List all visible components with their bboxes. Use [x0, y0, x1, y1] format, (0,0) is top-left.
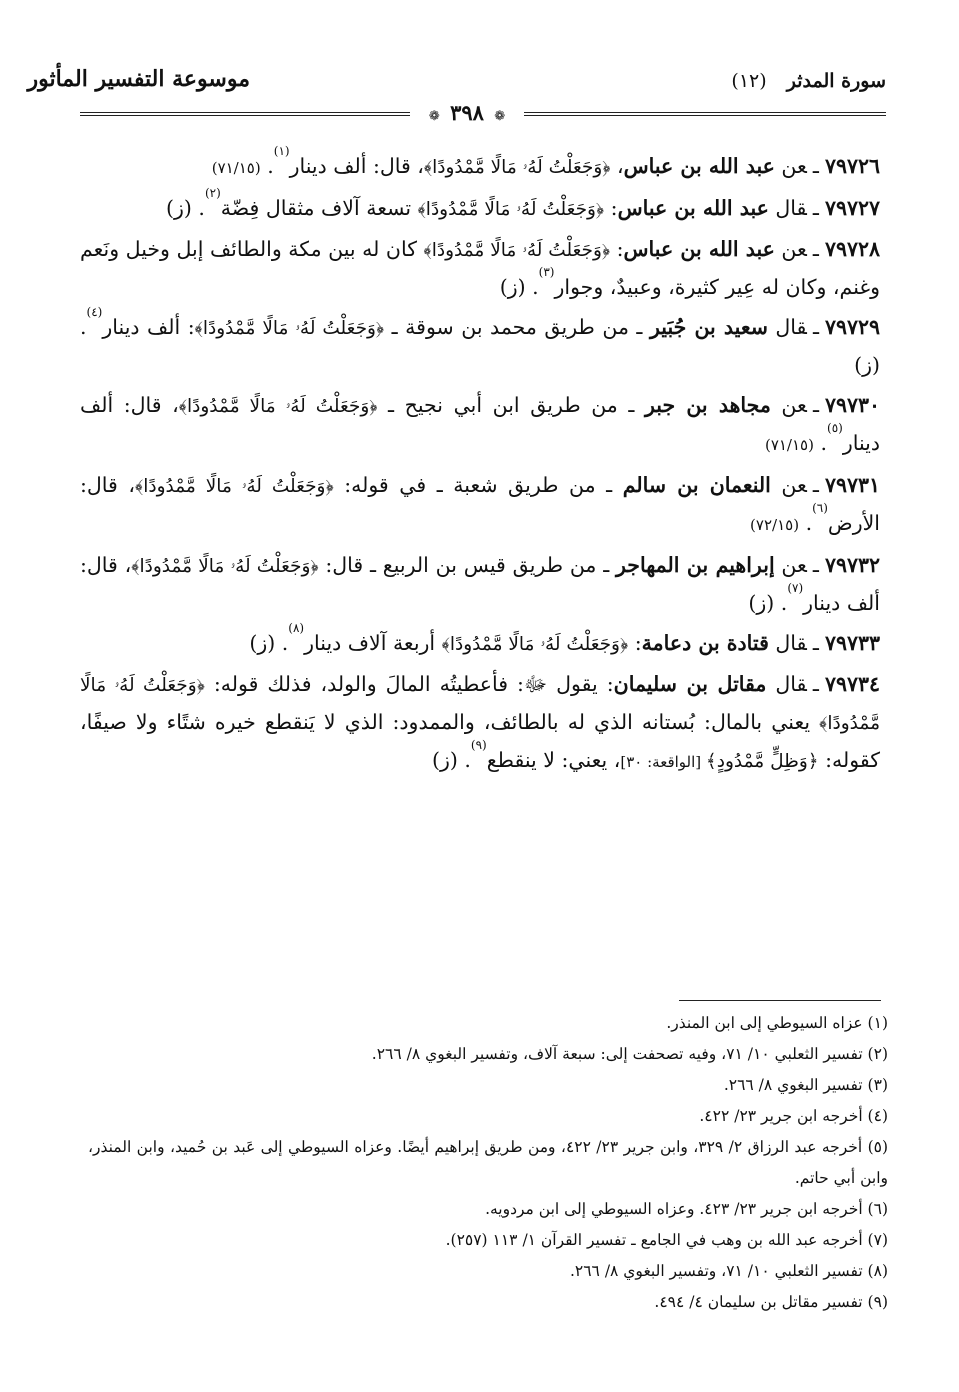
footnote-marker: (٦): [812, 501, 828, 515]
entry-text: .: [799, 511, 813, 535]
entry-text: عن: [774, 553, 807, 577]
entry-number: ٧٩٧٣١: [824, 473, 880, 497]
entry-number: ٧٩٧٣٢: [824, 553, 880, 577]
footnote-marker: (٧): [787, 581, 804, 595]
entry-text: تسعة آلاف مثقال فِضّة: [220, 196, 418, 220]
entry-number: ٧٩٧٢٦: [824, 154, 880, 178]
surah-info: [731, 70, 886, 92]
narration-entry: [80, 305, 881, 384]
narration-entry: [80, 621, 880, 663]
footnote-item: (٣) تفسير البغوي ٨/ ٢٦٦.: [723, 1076, 888, 1094]
entry-text: قال: [768, 196, 807, 220]
narration-entry: [80, 467, 880, 544]
footnote-item: (٨) تفسير الثعلبي ١٠/ ٧١، وتفسير البغوي ٨/ ٢٦٦.: [569, 1262, 888, 1280]
narrator-name: مقاتل بن سليمان: [613, 672, 767, 696]
entry-dash: ـ: [812, 473, 819, 497]
narrator-name: عبد الله بن عباس: [623, 237, 775, 261]
narrations-body: [80, 144, 881, 784]
page-number: [414, 100, 520, 125]
footnote-item: (٢) تفسير الثعلبي ١٠/ ٧١، وفيه تصحفت إلى: سبعة آلاف، وتفسير البغوي ٨/ ٢٦٦.: [371, 1045, 888, 1063]
entry-dash: ـ: [812, 553, 819, 577]
entry-text: كان له بين مكة والطائف إبل وخيل ونَعم وغنم، وكان له عِير كثيرة، وعبيدٌ، وجوار: [80, 237, 880, 299]
entry-text: . (ز): [80, 315, 880, 377]
entry-text: . (ز): [166, 196, 205, 220]
reference: (٧٢/١٥): [750, 516, 800, 534]
reference: (٧١/١٥): [211, 159, 261, 177]
footnote-item: (٥) أخرجه عبد الرزاق ٢/ ٣٢٩، وابن جرير ٢٣/ ٤٢٢، ومن طريق إبراهيم أيضًا. وعزاه السيوطي إلى عَبد بن حُميد، وابن المنذر، وابن أبي حاتم.: [88, 1138, 889, 1187]
entry-text: ـ من طريق ابن أبي نجيح ـ: [377, 393, 645, 417]
footnote-marker: (٤): [86, 305, 103, 319]
footnote-item: (٦) أخرجه ابن جرير ٢٣/ ٤٢٣. وعزاه السيوطي إلى ابن مردويه.: [485, 1200, 888, 1218]
quran-verse: ﴿وَجَعَلْتُ لَهُۥ مَالًا مَّمْدُودًا﴾: [417, 199, 605, 220]
narration-entry: [80, 231, 880, 306]
entry-text: .: [260, 154, 274, 178]
entry-dash: ـ: [812, 672, 819, 696]
entry-text: قال: [768, 631, 807, 655]
entry-text: ، قال: ألف دينار: [80, 393, 880, 455]
reference: (٧١/١٥): [764, 436, 814, 454]
entry-text: أربعة آلاف دينار: [304, 631, 442, 655]
page-header: [27, 66, 886, 136]
reference: [الواقعة: ٣٠]: [620, 753, 706, 771]
entry-text: : ألف دينار: [102, 315, 195, 339]
entry-dash: ـ: [812, 237, 819, 261]
entry-dash: ـ: [812, 631, 819, 655]
surah-number: (١٢): [731, 70, 767, 92]
entry-number: ٧٩٧٣٠: [824, 393, 881, 417]
footnote-item: (١) عزاه السيوطي إلى ابن المنذر.: [666, 1014, 888, 1032]
footnote-item: (٧) أخرجه عبد الله بن وهب في الجامع ـ تفسير القرآن ١/ ١١٣ (٢٥٧).: [445, 1231, 888, 1249]
narrator-name: سعيد بن جُبَير: [649, 315, 768, 339]
entry-text: ـ من طريق قيس بن الربيع ـ قال:: [318, 553, 616, 577]
footnote-marker: (١): [273, 144, 290, 158]
quran-verse: ﴿وَجَعَلْتُ لَهُۥ مَالًا مَّمْدُودًا﴾: [441, 634, 629, 655]
entry-text: عن: [770, 473, 807, 497]
header-rule: [70, 100, 886, 124]
entry-text: ، قال: الأرض: [80, 473, 880, 535]
quran-verse: ﴿وَجَعَلْتُ لَهُۥ مَالًا مَّمْدُودًا﴾: [423, 157, 611, 178]
footnote-item: (٤) أخرجه ابن جرير ٢٣/ ٤٢٢.: [699, 1107, 888, 1125]
narrator-name: مجاهد بن جبر: [644, 393, 771, 417]
entry-text: قال: [766, 672, 807, 696]
entry-number: ٧٩٧٢٩: [824, 315, 881, 339]
narrator-name: عبد الله بن عباس: [623, 154, 775, 178]
entry-text: ـ من طريق محمد بن سوقة ـ: [384, 315, 650, 339]
narration-entry: [80, 547, 880, 622]
entry-dash: ـ: [812, 315, 819, 339]
footnotes: [88, 1008, 888, 1318]
entry-dash: ـ: [812, 196, 819, 220]
entry-number: ٧٩٧٣٣: [824, 631, 880, 655]
book-title: موسوعة التفسير المأثور: [27, 66, 250, 92]
footnote-marker: (٩): [470, 738, 487, 752]
quran-verse: ﴿وَجَعَلْتُ لَهُۥ مَالًا مَّمْدُودًا﴾: [178, 396, 378, 417]
footnote-marker: (٥): [827, 421, 843, 435]
header-rule-left: [80, 112, 410, 113]
footnote-separator: [679, 1000, 881, 1001]
header-rule-right: [524, 112, 886, 113]
narrator-name: النعمان بن سالم: [622, 473, 771, 497]
entry-text: . (ز): [748, 591, 788, 615]
entry-text: ، يعني: لا ينقطع: [486, 748, 621, 772]
entry-text: . (ز): [431, 748, 471, 772]
footnote-item: (٩) تفسير مقاتل بن سليمان ٤/ ٤٩٤.: [654, 1293, 888, 1311]
narrator-name: إبراهيم بن المهاجر: [616, 553, 775, 577]
quran-verse: ﴿وَجَعَلْتُ لَهُۥ مَالًا مَّمْدُودًا﴾: [80, 675, 880, 734]
entry-text: :: [610, 237, 624, 261]
entry-number: ٧٩٧٣٤: [824, 672, 880, 696]
narrator-name: عبد الله بن عباس: [617, 196, 769, 220]
entry-text: : يقول ﷻ: فأعطيتُه المالَ والولد، فذلك قوله:: [204, 672, 614, 696]
entry-text: ، قال: ألف دينار: [80, 553, 880, 615]
entry-number: ٧٩٧٢٧: [824, 196, 880, 220]
entry-text: .: [813, 431, 827, 455]
entry-number: ٧٩٧٢٨: [824, 237, 880, 261]
entry-text: . (ز): [499, 275, 539, 299]
quran-verse: ﴿وَظِلٍّ مَّمْدُودٍ﴾: [705, 751, 819, 772]
entry-text: :: [604, 196, 618, 220]
ornament-icon: ❁: [494, 109, 506, 124]
entry-text: ،: [610, 154, 624, 178]
narration-entry: [80, 144, 880, 187]
entry-text: عن: [774, 154, 807, 178]
narrator-name: قتادة بن دعامة: [641, 631, 769, 655]
entry-text: ، قال: ألف دينار: [289, 154, 424, 178]
quran-verse: ﴿وَجَعَلْتُ لَهُۥ مَالًا مَّمْدُودًا﴾: [194, 318, 385, 339]
entry-dash: ـ: [812, 393, 819, 417]
quran-verse: ﴿وَجَعَلْتُ لَهُۥ مَالًا مَّمْدُودًا﴾: [131, 556, 319, 577]
entry-text: ـ من طريق شعبة ـ في قوله:: [333, 473, 623, 497]
narration-entry: [80, 186, 880, 228]
narration-entry: [80, 387, 880, 464]
quran-verse: ﴿وَجَعَلْتُ لَهُۥ مَالًا مَّمْدُودًا﴾: [423, 240, 611, 261]
ornament-icon: ❁: [428, 109, 440, 124]
entry-text: يعني بالمال: بُستانه الذي له بالطائف، والممدود: الذي لا يَنقطع خيره شتًاء ولا صيفًا، كقوله:: [80, 710, 880, 772]
entry-dash: ـ: [812, 154, 819, 178]
entry-text: عن: [770, 393, 807, 417]
narration-entry: [80, 666, 880, 781]
entry-text: عن: [774, 237, 807, 261]
surah-name: سورة المدثر: [786, 70, 886, 92]
page-number-value: ٣٩٨: [450, 100, 484, 125]
footnote-marker: (٢): [204, 186, 221, 200]
quran-verse: ﴿وَجَعَلْتُ لَهُۥ مَالًا مَّمْدُودًا﴾: [135, 476, 334, 497]
entry-text: قال: [767, 315, 807, 339]
entry-text: . (ز): [249, 631, 289, 655]
entry-text: :: [628, 631, 642, 655]
footnote-marker: (٨): [288, 621, 305, 635]
footnote-marker: (٣): [538, 265, 555, 279]
